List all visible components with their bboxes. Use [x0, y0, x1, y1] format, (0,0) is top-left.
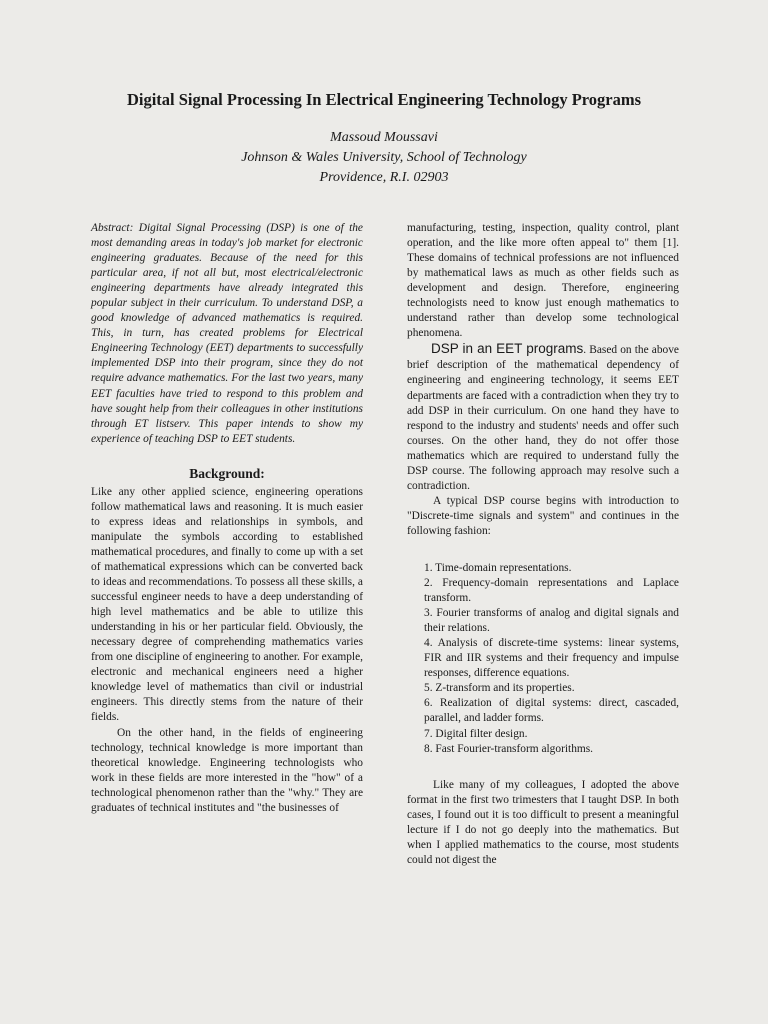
right-column	[407, 221, 679, 868]
author-block	[0, 128, 768, 188]
dsp-section-paragraph	[407, 341, 679, 493]
background-paragraph-2: On the other hand, in the fields of engineering technology, technical knowledge is more important than theoretical knowledge. Engineering technologists who work in these fields are more interested in the "how" of a technological phenomenon rather than the "why." They are graduates of technical institutes and "the businesses of	[91, 726, 363, 814]
author-location: Providence, R.I. 02903	[319, 170, 449, 185]
author-name: Massoud Moussavi	[330, 130, 438, 145]
dsp-section-body: . Based on the above brief description of the mathematical dependency of engineering and engineering technology, it seems EET departments are faced with a contradiction when they try to add DSP in their curriculum. On one hand they have to respond to the industry and students' needs and offer such courses. On the other hand, they do not offer those mathematics which are required to understand fully the DSP course. The following approach may resolve such a contradiction.	[407, 344, 679, 492]
list-item: 7. Digital filter design.	[424, 727, 528, 740]
continuation-paragraph: manufacturing, testing, inspection, quality control, plant operation, and the like more often appeal to" them [1]. These domains of technical professions are not influenced by mathematical laws as much as other fields such as development and design. Therefore, engineering technologists need to know just enough mathematics to understand rather than develop some technological phenomena.	[407, 222, 679, 340]
author-affiliation: Johnson & Wales University, School of Technology	[241, 150, 527, 165]
list-item: 2. Frequency-domain representations and Laplace transform.	[424, 577, 679, 605]
list-item: 1. Time-domain representations.	[424, 561, 572, 574]
list-item: 5. Z-transform and its properties.	[424, 682, 575, 695]
left-column	[91, 221, 363, 816]
background-paragraph-1: Like any other applied science, engineering operations follow mathematical laws and reasoning. It is much easier to express ideas and relationships in symbols, and manipulate the symbols according to established mathematical procedures, and finally to come up with a set of mathematical expressions which can be converted back to ideas and recommendations. To possess all these skills, a successful engineer needs to have a deep understanding of high level mathematics and be able to utilize this understanding in his or her particular field. Obviously, the necessary degree of comprehending mathematics varies from one discipline of engineering to another. For example, electronic and mechanical engineers need a higher knowledge level of mathematics than civil or industrial engineers. This directly stems from the nature of their fields.	[91, 485, 363, 724]
course-intro-paragraph: A typical DSP course begins with introduction to "Discrete-time signals and system" and continues in the following fashion:	[407, 494, 679, 537]
paper-title: Digital Signal Processing In Electrical Engineering Technology Programs	[126, 90, 642, 109]
dsp-section-heading: DSP in an EET programs	[431, 341, 584, 357]
list-item: 4. Analysis of discrete-time systems: linear systems, FIR and IIR systems and their frequency and impulse responses, difference equations.	[424, 637, 679, 680]
list-item: 3. Fourier transforms of analog and digital signals and their relations.	[424, 607, 679, 635]
abstract-paragraph: Abstract: Digital Signal Processing (DSP) is one of the most demanding areas in today's job market for electronic engineering graduates. Because of the need for this particular area, if not all but, most electrical/electronic engineering departments have already integrated this popular subject in their curriculum. To understand DSP, a good knowledge of advanced mathematics is required. This, in turn, has created problems for Electrical Engineering Technology (EET) departments to successfully implemented DSP into their program, since they do not require advance mathematics. For the last two years, many EET faculties have tried to respond to this problem and have sought help from their colleagues in other institutions through ET listserv. This paper intends to show my experience of teaching DSP to EET students.	[91, 222, 363, 445]
course-topics-list	[407, 561, 679, 757]
background-heading: Background:	[189, 465, 265, 481]
list-item: 8. Fast Fourier-transform algorithms.	[424, 742, 594, 755]
list-item: 6. Realization of digital systems: direct, cascaded, parallel, and ladder forms.	[424, 697, 679, 725]
closing-paragraph: Like many of my colleagues, I adopted the above format in the first two trimesters that I taught DSP. In both cases, I found out it is too difficult to present a meaningful lecture if I do not go deeply into the mathematics. But when I applied mathematics to the course, most students could not digest the	[407, 778, 679, 866]
